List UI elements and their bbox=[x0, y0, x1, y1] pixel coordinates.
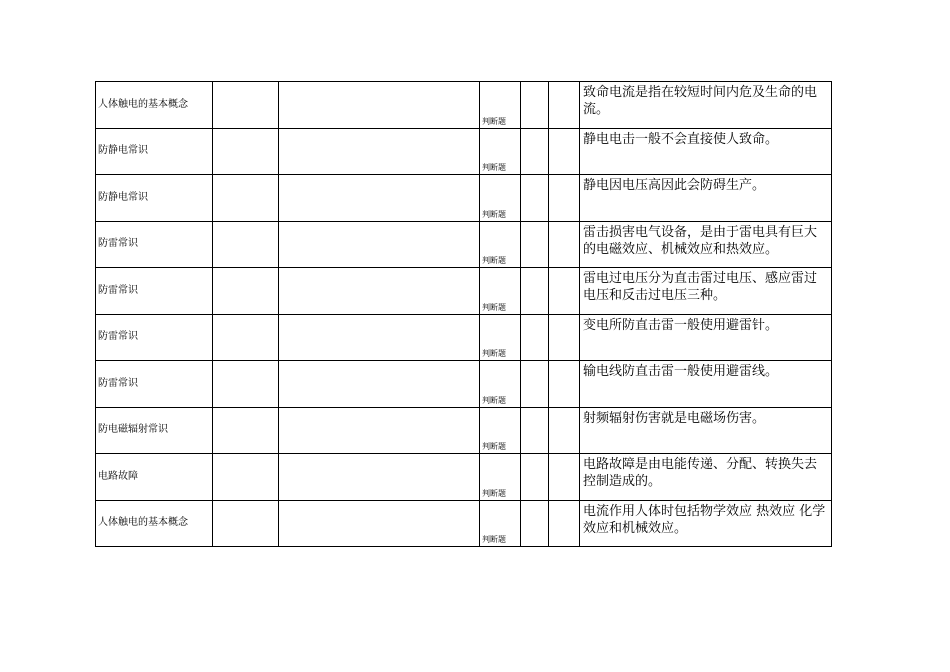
question-type-cell: 判断题 bbox=[480, 221, 521, 268]
empty-cell bbox=[549, 128, 580, 175]
empty-cell bbox=[549, 500, 580, 547]
empty-cell bbox=[521, 82, 549, 129]
table-row bbox=[96, 500, 832, 547]
empty-cell bbox=[549, 221, 580, 268]
question-table bbox=[95, 81, 832, 547]
question-type-cell: 判断题 bbox=[480, 128, 521, 175]
empty-cell bbox=[521, 268, 549, 315]
category-cell: 防雷常识 bbox=[96, 268, 213, 315]
empty-cell bbox=[549, 407, 580, 454]
question-cell: 电路故障是由电能传递、分配、转换失去控制造成的。 bbox=[580, 454, 832, 501]
question-type-cell: 判断题 bbox=[480, 82, 521, 129]
empty-cell bbox=[521, 361, 549, 408]
empty-cell bbox=[213, 407, 279, 454]
empty-cell bbox=[521, 128, 549, 175]
question-cell: 静电电击一般不会直接使人致命。 bbox=[580, 128, 832, 175]
empty-cell bbox=[521, 500, 549, 547]
empty-cell bbox=[549, 82, 580, 129]
empty-cell bbox=[279, 314, 480, 361]
empty-cell bbox=[521, 175, 549, 222]
table-row bbox=[96, 268, 832, 315]
empty-cell bbox=[213, 314, 279, 361]
category-cell: 防静电常识 bbox=[96, 175, 213, 222]
empty-cell bbox=[549, 454, 580, 501]
question-cell: 雷电过电压分为直击雷过电压、感应雷过电压和反击过电压三种。 bbox=[580, 268, 832, 315]
table-row bbox=[96, 128, 832, 175]
empty-cell bbox=[213, 221, 279, 268]
question-cell: 静电因电压高因此会防碍生产。 bbox=[580, 175, 832, 222]
table-row bbox=[96, 175, 832, 222]
category-cell: 防雷常识 bbox=[96, 314, 213, 361]
empty-cell bbox=[521, 454, 549, 501]
question-cell: 电流作用人体时包括物学效应 热效应 化学效应和机械效应。 bbox=[580, 500, 832, 547]
table-row bbox=[96, 407, 832, 454]
empty-cell bbox=[279, 221, 480, 268]
empty-cell bbox=[279, 175, 480, 222]
question-type-cell: 判断题 bbox=[480, 500, 521, 547]
question-type-cell: 判断题 bbox=[480, 361, 521, 408]
empty-cell bbox=[549, 361, 580, 408]
category-cell: 人体触电的基本概念 bbox=[96, 82, 213, 129]
question-type-cell: 判断题 bbox=[480, 407, 521, 454]
question-type-cell: 判断题 bbox=[480, 314, 521, 361]
empty-cell bbox=[213, 82, 279, 129]
table-row bbox=[96, 454, 832, 501]
question-type-cell: 判断题 bbox=[480, 454, 521, 501]
table-row bbox=[96, 82, 832, 129]
empty-cell bbox=[279, 268, 480, 315]
empty-cell bbox=[213, 500, 279, 547]
empty-cell bbox=[521, 407, 549, 454]
empty-cell bbox=[549, 175, 580, 222]
empty-cell bbox=[213, 268, 279, 315]
empty-cell bbox=[279, 407, 480, 454]
empty-cell bbox=[213, 128, 279, 175]
category-cell: 防雷常识 bbox=[96, 361, 213, 408]
empty-cell bbox=[213, 361, 279, 408]
empty-cell bbox=[213, 175, 279, 222]
category-cell: 人体触电的基本概念 bbox=[96, 500, 213, 547]
empty-cell bbox=[213, 454, 279, 501]
question-cell: 致命电流是指在较短时间内危及生命的电流。 bbox=[580, 82, 832, 129]
category-cell: 防静电常识 bbox=[96, 128, 213, 175]
empty-cell bbox=[521, 221, 549, 268]
empty-cell bbox=[279, 128, 480, 175]
question-cell: 射频辐射伤害就是电磁场伤害。 bbox=[580, 407, 832, 454]
category-cell: 防雷常识 bbox=[96, 221, 213, 268]
question-type-cell: 判断题 bbox=[480, 175, 521, 222]
table-row bbox=[96, 314, 832, 361]
category-cell: 防电磁辐射常识 bbox=[96, 407, 213, 454]
question-cell: 雷击损害电气设备，是由于雷电具有巨大的电磁效应、机械效应和热效应。 bbox=[580, 221, 832, 268]
empty-cell bbox=[279, 500, 480, 547]
empty-cell bbox=[279, 361, 480, 408]
table-row bbox=[96, 221, 832, 268]
empty-cell bbox=[521, 314, 549, 361]
empty-cell bbox=[279, 82, 480, 129]
question-cell: 变电所防直击雷一般使用避雷针。 bbox=[580, 314, 832, 361]
empty-cell bbox=[549, 268, 580, 315]
question-cell: 输电线防直击雷一般使用避雷线。 bbox=[580, 361, 832, 408]
empty-cell bbox=[549, 314, 580, 361]
empty-cell bbox=[279, 454, 480, 501]
category-cell: 电路故障 bbox=[96, 454, 213, 501]
table-row bbox=[96, 361, 832, 408]
question-type-cell: 判断题 bbox=[480, 268, 521, 315]
